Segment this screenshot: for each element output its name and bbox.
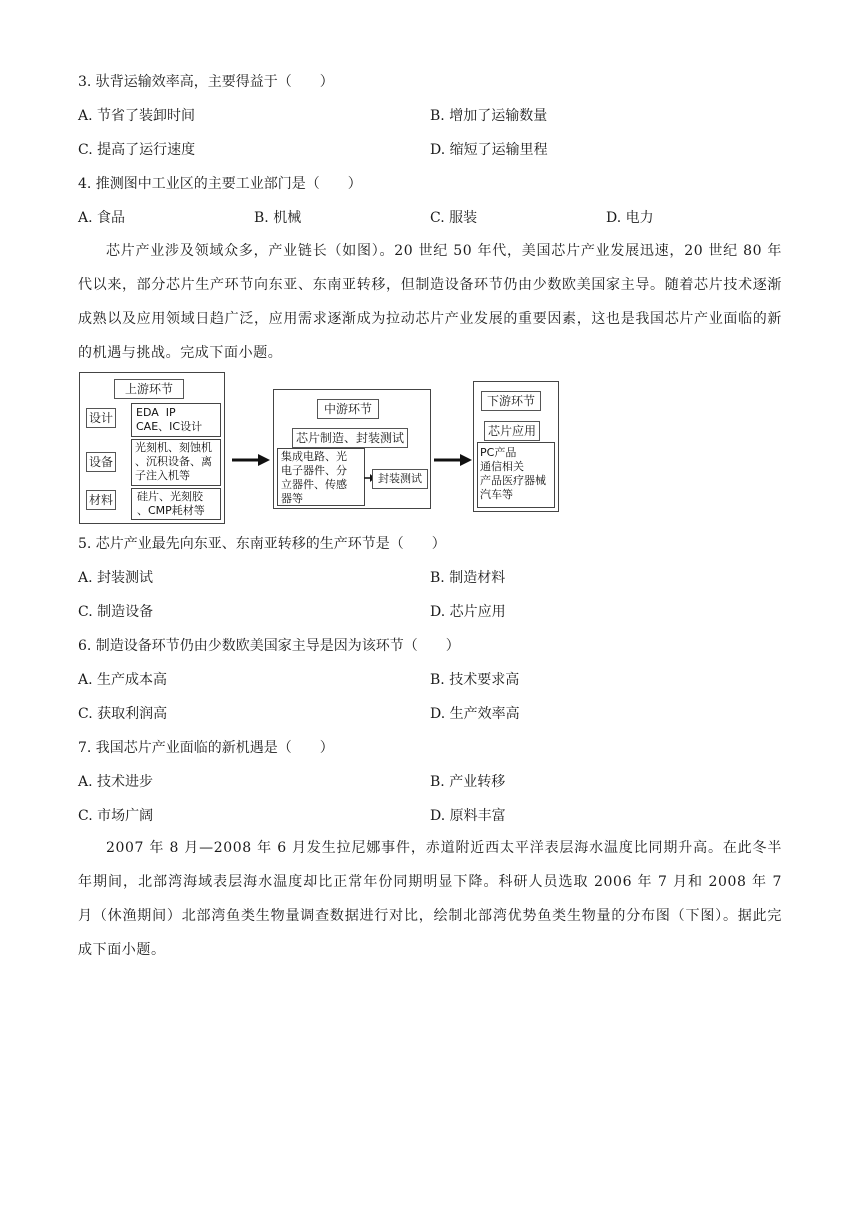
q4-option-b[interactable]: B. 机械 [254, 210, 302, 226]
q7-option-b[interactable]: B. 产业转移 [430, 774, 506, 790]
q4-option-a[interactable]: A. 食品 [78, 210, 126, 226]
q4-option-d[interactable]: D. 电力 [606, 210, 654, 226]
q6-option-b[interactable]: B. 技术要求高 [430, 672, 520, 688]
arrow-right-icon [230, 452, 272, 468]
q5-option-c[interactable]: C. 制造设备 [78, 604, 154, 620]
q6-option-c[interactable]: C. 获取利润高 [78, 706, 168, 722]
q3-option-d[interactable]: D. 缩短了运输里程 [430, 142, 548, 158]
q3-stem: 3. 驮背运输效率高，主要得益于（ ） [78, 74, 334, 90]
q5-option-a[interactable]: A. 封装测试 [78, 570, 154, 586]
midstream-subtitle: 芯片制造、封装测试 [292, 428, 408, 448]
q7-stem: 7. 我国芯片产业面临的新机遇是（ ） [78, 740, 334, 756]
upstream-label-materials: 材料 [86, 490, 116, 510]
q6-option-a[interactable]: A. 生产成本高 [78, 672, 168, 688]
midstream-test: 封装测试 [372, 469, 428, 489]
upstream-label-design: 设计 [86, 408, 116, 428]
q4-option-c[interactable]: C. 服装 [430, 210, 478, 226]
upstream-design-content: EDA IP CAE、IC设计 [136, 406, 203, 433]
q5-stem: 5. 芯片产业最先向东亚、东南亚转移的生产环节是（ ） [78, 536, 446, 552]
q3-option-a[interactable]: A. 节省了装卸时间 [78, 108, 196, 124]
upstream-title: 上游环节 [114, 379, 184, 399]
downstream-subtitle: 芯片应用 [484, 421, 540, 441]
upstream-materials-content: 硅片、光刻胶 、CMP耗材等 [137, 490, 205, 517]
q5-option-d[interactable]: D. 芯片应用 [430, 604, 506, 620]
q6-stem: 6. 制造设备环节仍由少数欧美国家主导是因为该环节（ ） [78, 638, 460, 654]
passage-la-nina: 2007 年 8 月—2008 年 6 月发生拉尼娜事件，赤道附近西太平洋表层海水温度比同期升高。在此冬半年期间，北部湾海域表层海水温度却比正常年份同期明显下降。科研人员选取 2006 年 7 月和 2008 年 7 月（休渔期间）北部湾鱼类生物量调查数据进行对比，绘制北部湾优势鱼类生物量的分布图（下图）。据此完成下面小题。 [78, 840, 782, 958]
q6-option-d[interactable]: D. 生产效率高 [430, 706, 520, 722]
q5-option-b[interactable]: B. 制造材料 [430, 570, 506, 586]
q7-option-d[interactable]: D. 原料丰富 [430, 808, 506, 824]
arrow-right-icon [432, 452, 474, 468]
q7-option-a[interactable]: A. 技术进步 [78, 774, 154, 790]
downstream-content: PC产品 通信相关 产品医疗器械 汽车等 [480, 446, 546, 501]
passage-chip-industry: 芯片产业涉及领域众多，产业链长（如图）。20 世纪 50 年代，美国芯片产业发展迅速，20 世纪 80 年代以来，部分芯片生产环节向东亚、东南亚转移，但制造设备环节仍由少数欧美国家主导。随着芯片技术逐渐成熟以及应用领域日趋广泛，应用需求逐渐成为拉动芯片产业发展的重要因素，这也是我国芯片产业面临的新的机遇与挑战。完成下面小题。 [78, 243, 782, 361]
q3-option-b[interactable]: B. 增加了运输数量 [430, 108, 548, 124]
upstream-equipment-content: 光刻机、刻蚀机 、沉积设备、离 子注入机等 [135, 441, 212, 482]
q7-option-c[interactable]: C. 市场广阔 [78, 808, 154, 824]
q4-stem: 4. 推测图中工业区的主要工业部门是（ ） [78, 176, 362, 192]
midstream-content: 集成电路、光 电子器件、分 立器件、传感 器等 [281, 450, 347, 505]
upstream-label-equipment: 设备 [86, 452, 116, 472]
downstream-title: 下游环节 [481, 391, 541, 411]
q3-option-c[interactable]: C. 提高了运行速度 [78, 142, 196, 158]
midstream-title: 中游环节 [317, 399, 379, 419]
